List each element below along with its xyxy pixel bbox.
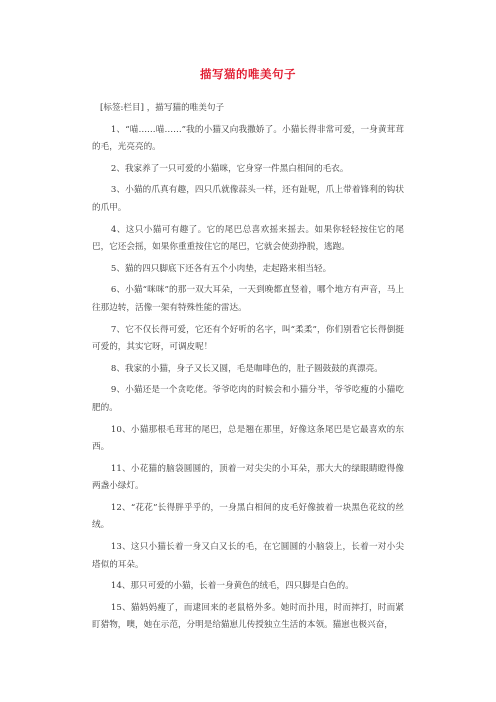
paragraph-12: 12、“花花”长得胖乎乎的，一身黑白相间的皮毛好像披着一块黑色花纹的丝绒。 xyxy=(92,502,404,531)
paragraph-10: 10、小猫那根毛茸茸的尾巴，总是翘在那里，好像这条尾巴是它最喜欢的东西。 xyxy=(92,424,404,453)
paragraph-11: 11、小花猫的脑袋圆圆的，顶着一对尖尖的小耳朵，那大大的绿眼睛瞪得像两盏小绿灯。 xyxy=(92,463,404,492)
document-title: 描写猫的唯美句子 xyxy=(200,67,296,81)
paragraph-13: 13、这只小猫长着一身又白又长的毛，在它圆圆的小脑袋上，长着一对小尖塔似的耳朵。 xyxy=(92,542,404,570)
paragraph-4: 4、这只小猫可有趣了。它的尾巴总喜欢摇来摇去。如果你轻轻按住它的尾巴，它还会摇，如果你重重按住它的尾巴，它就会使劲挣脱，逃跑。 xyxy=(92,224,404,253)
paragraph-1: 1、“喵……喵……”我的小猫又向我撒娇了。小猫长得非常可爱，一身黄茸茸的毛，光亮亮的。 xyxy=(92,124,404,153)
paragraph-5: 5、猫的四只脚底下还各有五个小肉垫，走起路来相当轻。 xyxy=(110,263,332,274)
paragraph-8: 8、我家的小猫，身子又长又圆，毛是咖啡色的，肚子圆鼓鼓的真漂亮。 xyxy=(110,363,383,374)
paragraph-9: 9、小猫还是一个贪吃佬。爷爷吃肉的时候会和小猫分半，爷爷吃瘦的小猫吃肥的。 xyxy=(92,385,404,413)
paragraph-2: 2、我家养了一只可爱的小猫咪，它身穿一件黑白相间的毛衣。 xyxy=(110,163,349,174)
paragraph-3: 3、小猫的爪真有趣，四只爪就像蒜头一样，还有趾呢，爪上带着锋利的钩状的爪甲。 xyxy=(92,185,404,213)
document-body xyxy=(92,100,404,639)
tag-line: [标签:栏目] ，描写猫的唯美句子 xyxy=(100,103,225,113)
paragraph-7: 7、它不仅长得可爱，它还有个好听的名字，叫“柔柔”，你们别看它长得倒挺可爱的，其实它呀，可调皮呢！ xyxy=(92,324,404,353)
paragraph-14: 14、那只可爱的小猫，长着一身黄色的绒毛，四只脚是白色的。 xyxy=(110,581,354,592)
paragraph-15: 15、猫妈妈瘦了，而逮回来的老鼠格外多。她时而扑甩，时而摔打，时而紧盯猎物，噢，她在示范，分明是给猫崽儿传授独立生活的本领。猫崽也极兴奋， xyxy=(92,602,404,631)
paragraph-6: 6、小猫“咪咪”的那一双大耳朵，一天到晚都直竖着，哪个地方有声音，马上往那边转，活像一架有特殊性能的雷达。 xyxy=(92,285,404,313)
